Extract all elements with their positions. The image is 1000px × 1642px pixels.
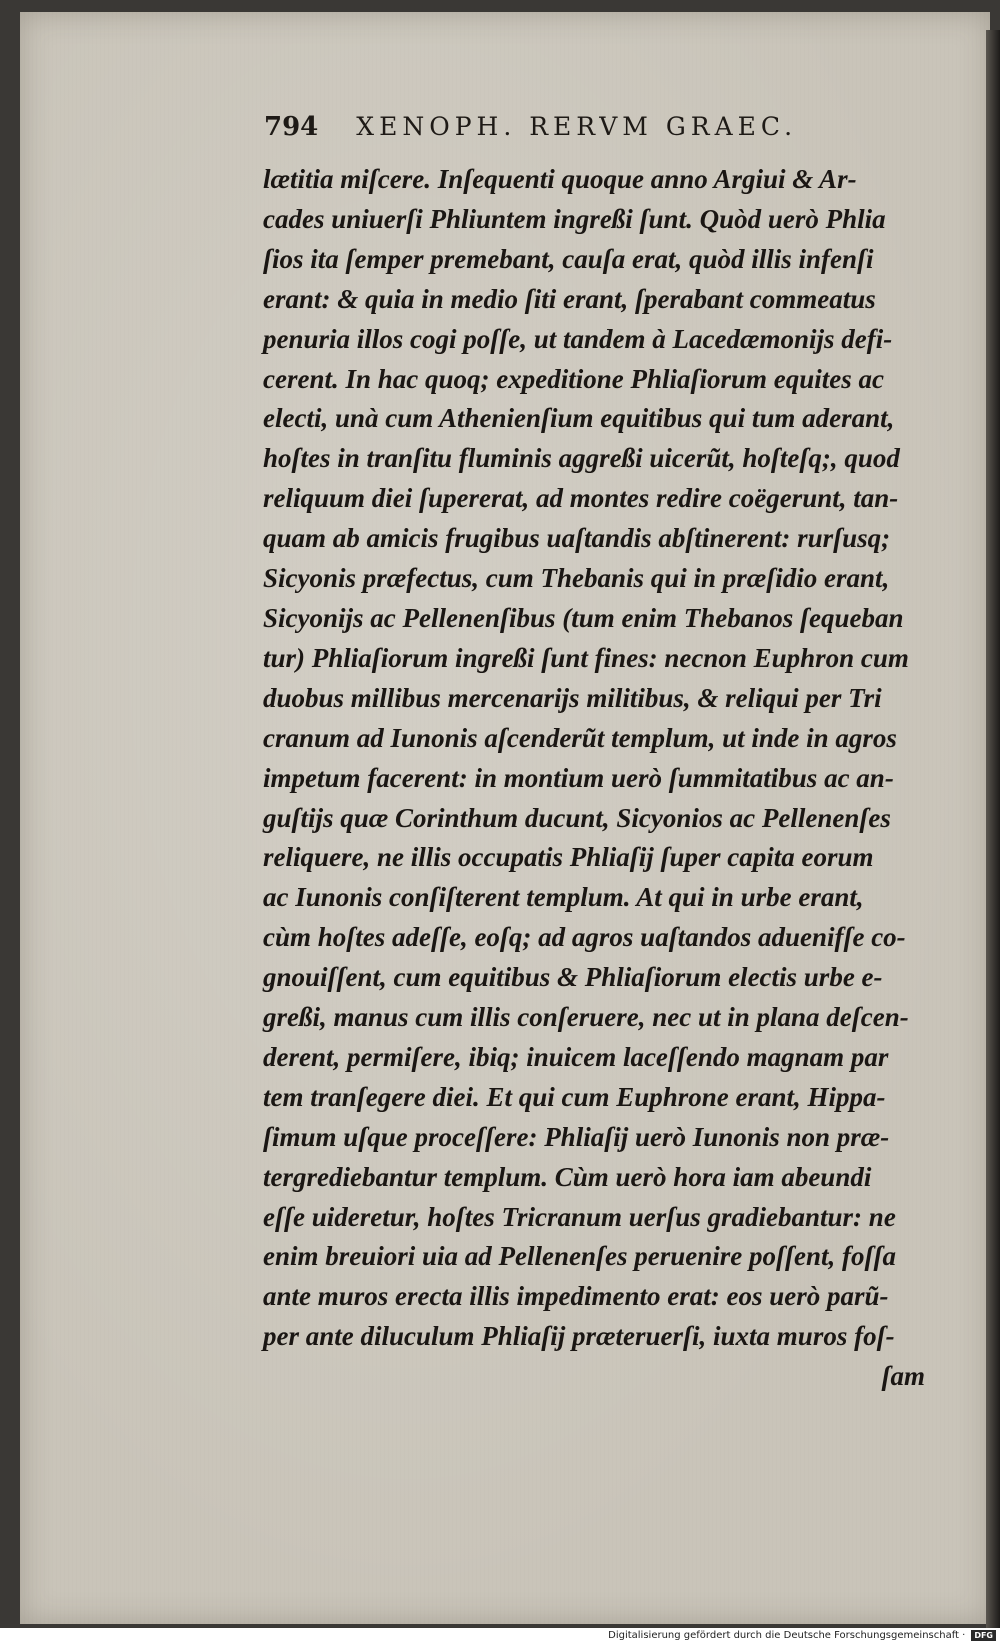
- text-line: cranum ad Iunonis aſcenderũt templum, ut inde in agros: [263, 722, 897, 753]
- text-line: cades uniuerſi Phliuntem ingreßi ſunt. Quòd uerò Phlia: [263, 203, 886, 234]
- text-line: tem tranſegere diei. Et qui cum Euphrone erant, Hippa-: [263, 1081, 886, 1112]
- text-line: gnouiſſent, cum equitibus & Phliaſiorum electis urbe e-: [263, 962, 883, 993]
- text-line: Sicyonis præfectus, cum Thebanis qui in præſidio erant,: [263, 563, 890, 594]
- text-line: tur) Phliaſiorum ingreßi ſunt fines: necnon Euphron cum: [263, 642, 909, 673]
- footer-bar: [0, 1628, 1000, 1642]
- text-line: ſios ita ſemper premebant, cauſa erat, quòd illis infenſi: [263, 243, 874, 274]
- text-line: greßi, manus cum illis conſeruere, nec ut in plana deſcen-: [263, 1002, 909, 1033]
- text-line: tergrediebantur templum. Cùm uerò hora iam abeundi: [263, 1161, 872, 1192]
- page-edge: [986, 30, 1000, 1628]
- dfg-logo: DFG: [971, 1630, 996, 1641]
- text-line: hoſtes in tranſitu fluminis aggreßi uicerũt, hoſteſq;, quod: [263, 443, 900, 474]
- text-line: penuria illos cogi poſſe, ut tandem à Lacedæmonijs defi-: [263, 323, 893, 354]
- text-line: lætitia miſcere. Inſequenti quoque anno Argiui & Ar-: [263, 164, 857, 194]
- text-line: per ante diluculum Phliaſij præteruerſi, iuxta muros foſ-: [263, 1321, 895, 1352]
- page-number: 794: [264, 112, 319, 142]
- text-line: quam ab amicis frugibus uaſtandis abſtinerent: rurſusq;: [263, 523, 891, 554]
- text-line: enim breuiori uia ad Pellenenſes peruenire poſſent, foſſa: [263, 1241, 896, 1272]
- text-line: Sicyonijs ac Pellenenſibus (tum enim Thebanos ſequeban: [263, 602, 904, 633]
- text-line: cùm hoſtes adeſſe, eoſq; ad agros uaſtandos aduenifſe co-: [263, 922, 906, 953]
- text-line: ante muros erecta illis impedimento erat: eos uerò parũ-: [263, 1281, 889, 1312]
- text-body: [263, 160, 925, 1397]
- text-line: erant: & quia in medio ſiti erant, ſperabant commeatus: [263, 283, 876, 314]
- text-line: cerent. In hac quoq; expeditione Phliaſiorum equites ac: [263, 363, 884, 394]
- page-header: [264, 112, 824, 148]
- funding-credit: Digitalisierung gefördert durch die Deutsche Forschungsgemeinschaft ·: [608, 1629, 966, 1641]
- catchword: ſam: [881, 1361, 925, 1392]
- text-line: eſſe uideretur, hoſtes Tricranum uerſus gradiebantur: ne: [263, 1201, 896, 1232]
- text-line: electi, unà cum Athenienſium equitibus qui tum aderant,: [263, 403, 895, 434]
- running-title: XENOPH. RERVM GRAEC.: [356, 112, 798, 141]
- text-line: impetum facerent: in montium uerò ſummitatibus ac an-: [263, 762, 894, 793]
- text-line: reliquere, ne illis occupatis Phliaſij ſuper capita eorum: [263, 842, 874, 873]
- text-line: ac Iunonis conſiſterent templum. At qui in urbe erant,: [263, 882, 864, 913]
- text-line: reliquum diei ſupererat, ad montes redire coëgerunt, tan-: [263, 483, 899, 514]
- text-line: ſimum uſque proceſſere: Phliaſij uerò Iunonis non præ-: [263, 1121, 890, 1152]
- text-line: duobus millibus mercenarijs militibus, & reliqui per Tri: [263, 682, 882, 713]
- text-line: guſtijs quæ Corinthum ducunt, Sicyonios ac Pellenenſes: [263, 802, 891, 833]
- text-line: derent, permiſere, ibiq; inuicem laceſſendo magnam par: [263, 1041, 889, 1072]
